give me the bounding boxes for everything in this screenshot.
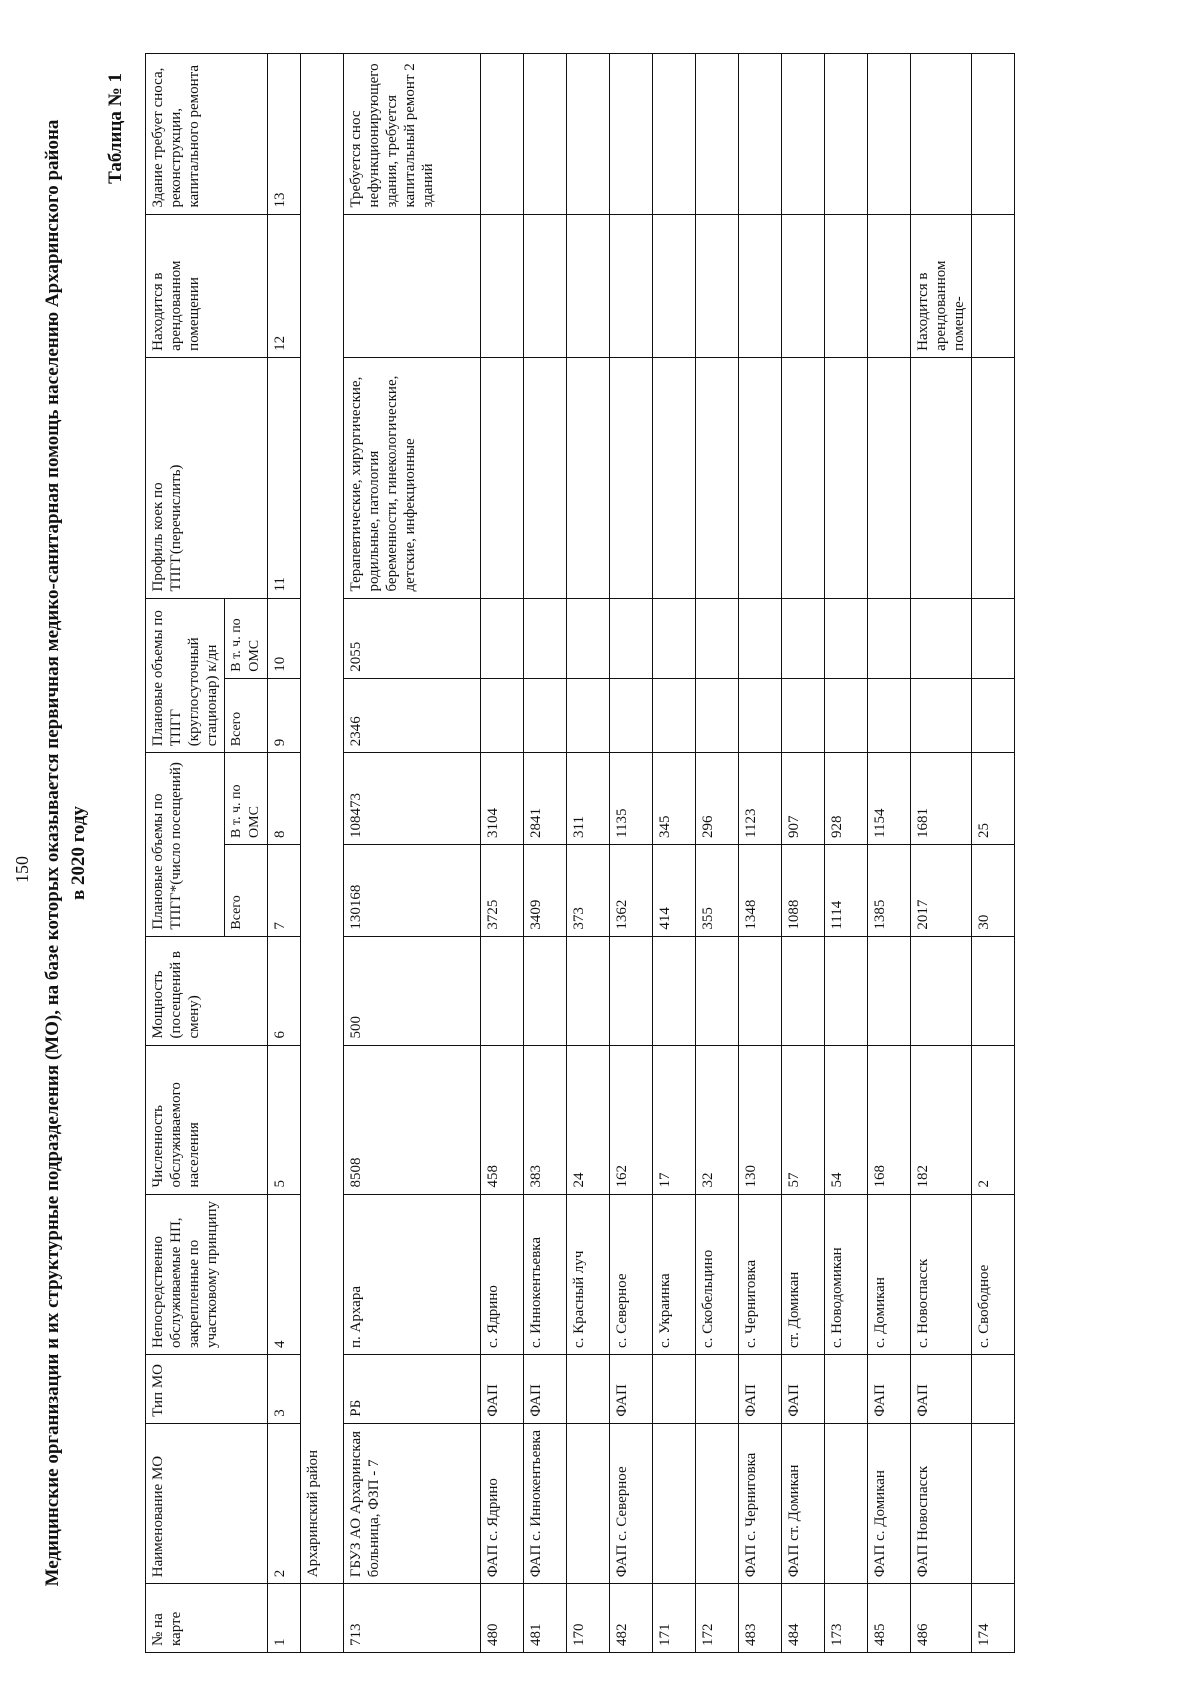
table-body <box>268 54 1015 1653</box>
table-cell-c12 <box>696 214 739 357</box>
header-days-oms: В т. ч. по ОМС <box>225 598 268 678</box>
column-number: 7 <box>268 844 301 936</box>
table-cell-c13: Требуется снос нефункционирующего здания, требуется капитальный ремонт 2 зданий <box>344 54 481 215</box>
table-cell-c4: с. Северное <box>610 1194 653 1354</box>
table-cell-c7: 1385 <box>868 844 911 936</box>
header-repair: Здание требует сноса, реконструкции, капитального ремонта <box>146 54 268 215</box>
table-cell-c5: 383 <box>524 1045 567 1194</box>
table-cell-c12 <box>524 214 567 357</box>
table-cell-c11 <box>696 357 739 598</box>
table-cell-c1: 483 <box>739 1584 782 1653</box>
header-visits-oms: В т. ч. по ОМС <box>225 753 268 845</box>
table-cell-c10 <box>481 598 524 678</box>
header-rented: Находится в арендованном помещении <box>146 214 268 357</box>
header-population: Численность обслуживаемого населения <box>146 1045 268 1194</box>
table-container <box>145 53 1015 1653</box>
table-cell-c3 <box>696 1355 739 1424</box>
table-cell-c4: с. Украинка <box>653 1194 696 1354</box>
table-row <box>972 54 1015 1653</box>
table-cell-c12 <box>610 214 653 357</box>
table-cell-c11 <box>481 357 524 598</box>
table-cell-c10 <box>696 598 739 678</box>
table-cell-c10 <box>739 598 782 678</box>
table-cell-c13 <box>696 54 739 215</box>
table-cell-c2: ФАП с. Иннокентьевка <box>524 1423 567 1583</box>
column-number-row <box>268 54 301 1653</box>
table-cell-c6 <box>567 936 610 1045</box>
table-cell-c2 <box>696 1423 739 1583</box>
table-cell-c8: 108473 <box>344 753 481 845</box>
table-cell-c6 <box>610 936 653 1045</box>
table-cell-c5: 17 <box>653 1045 696 1194</box>
table-cell-c13 <box>911 54 972 215</box>
table-cell-c11 <box>739 357 782 598</box>
table-cell-c10 <box>911 598 972 678</box>
column-number: 3 <box>268 1355 301 1424</box>
table-cell-c7: 3725 <box>481 844 524 936</box>
table-cell-c4: с. Красный луч <box>567 1194 610 1354</box>
table-cell-c9 <box>610 678 653 753</box>
table-cell-c13 <box>782 54 825 215</box>
table-cell-c5: 130 <box>739 1045 782 1194</box>
table-cell-c10 <box>567 598 610 678</box>
column-number: 12 <box>268 214 301 357</box>
table-cell-c8: 2841 <box>524 753 567 845</box>
table-cell-c9 <box>825 678 868 753</box>
table-cell-c9 <box>911 678 972 753</box>
table-cell-c10 <box>524 598 567 678</box>
table-cell-c9 <box>739 678 782 753</box>
table-row <box>782 54 825 1653</box>
table-cell-c7: 130168 <box>344 844 481 936</box>
table-cell-c7: 1348 <box>739 844 782 936</box>
table-cell-c9 <box>972 678 1015 753</box>
table-cell-c3: ФАП <box>610 1355 653 1424</box>
table-cell-c11 <box>868 357 911 598</box>
table-cell-c8: 928 <box>825 753 868 845</box>
table-cell-c1: 484 <box>782 1584 825 1653</box>
table-cell-c8: 1154 <box>868 753 911 845</box>
table-cell-c5: 168 <box>868 1045 911 1194</box>
table-cell-c3 <box>567 1355 610 1424</box>
table-cell-c1: 713 <box>344 1584 481 1653</box>
table-cell-c1: 173 <box>825 1584 868 1653</box>
header-visits-group: Плановые объемы по ТПГГ*(число посещений) <box>146 753 225 936</box>
table-cell-c7: 373 <box>567 844 610 936</box>
table-cell-c13 <box>524 54 567 215</box>
table-cell-c5: 182 <box>911 1045 972 1194</box>
table-cell-c8: 907 <box>782 753 825 845</box>
table-row <box>868 54 911 1653</box>
table-cell-c11 <box>653 357 696 598</box>
header-mo-name: Наименование МО <box>146 1423 268 1583</box>
table-cell-c9 <box>653 678 696 753</box>
column-number: 6 <box>268 936 301 1045</box>
table-cell-c2 <box>567 1423 610 1583</box>
table-cell-c6 <box>653 936 696 1045</box>
table-cell-c8: 296 <box>696 753 739 845</box>
table-cell-c8: 1681 <box>911 753 972 845</box>
table-cell-c6 <box>524 936 567 1045</box>
table-cell-c10: 2055 <box>344 598 481 678</box>
table-cell-c9 <box>524 678 567 753</box>
table-cell-c4: с. Домикан <box>868 1194 911 1354</box>
table-cell-c10 <box>653 598 696 678</box>
table-cell-c5: 54 <box>825 1045 868 1194</box>
header-hospital-group: Плановые объемы по ТПГГ (круглосуточный стационар) к/дн <box>146 598 225 753</box>
table-cell-c9 <box>481 678 524 753</box>
table-cell-c6 <box>825 936 868 1045</box>
table-cell-c2: ГБУЗ АО Архаринская больница, ФЗП - 7 <box>344 1423 481 1583</box>
table-cell-c1: 482 <box>610 1584 653 1653</box>
table-cell-c2: ФАП с. Домикан <box>868 1423 911 1583</box>
page-title: Медицинские организации и их структурные подразделения (МО), на базе которых оказывается первичная медико-санитарная помощь населению Архаринского района в 2020 году <box>42 119 89 1587</box>
table-cell-c10 <box>610 598 653 678</box>
table-cell-c1: 486 <box>911 1584 972 1653</box>
table-cell-c13 <box>868 54 911 215</box>
table-cell-c8: 3104 <box>481 753 524 845</box>
table-cell-c9 <box>868 678 911 753</box>
region-name: Архаринский район <box>301 54 344 1584</box>
table-cell-c13 <box>972 54 1015 215</box>
table-cell-c7: 1088 <box>782 844 825 936</box>
table-cell-c2: ФАП с. Ядрино <box>481 1423 524 1583</box>
table-cell-c12 <box>567 214 610 357</box>
table-cell-c11 <box>911 357 972 598</box>
table-cell-c7: 3409 <box>524 844 567 936</box>
table-cell-c13 <box>610 54 653 215</box>
table-cell-c2 <box>653 1423 696 1583</box>
table-cell-c11 <box>972 357 1015 598</box>
region-row <box>301 54 344 1653</box>
table-cell-c6: 500 <box>344 936 481 1045</box>
table-cell-c5: 458 <box>481 1045 524 1194</box>
table-cell-c3: ФАП <box>739 1355 782 1424</box>
table-cell-c2 <box>825 1423 868 1583</box>
column-number: 4 <box>268 1194 301 1354</box>
table-cell-c4: с. Ядрино <box>481 1194 524 1354</box>
table-cell-c4: с. Скобельцино <box>696 1194 739 1354</box>
table-cell-c12: Находится в арендованном помеще- <box>911 214 972 357</box>
table-cell-c12 <box>481 214 524 357</box>
table-row <box>481 54 524 1653</box>
table-cell-c3: ФАП <box>868 1355 911 1424</box>
table-cell-c3: ФАП <box>911 1355 972 1424</box>
table-cell-c12 <box>972 214 1015 357</box>
table-cell-c6 <box>972 936 1015 1045</box>
table-row <box>567 54 610 1653</box>
table-cell-c5: 2 <box>972 1045 1015 1194</box>
table-cell-c5: 8508 <box>344 1045 481 1194</box>
table-cell-c3: ФАП <box>481 1355 524 1424</box>
table-cell-c3: ФАП <box>782 1355 825 1424</box>
header-visits-total: Всего <box>225 844 268 936</box>
table-cell-c12 <box>739 214 782 357</box>
table-row <box>696 54 739 1653</box>
header-bed-profile: Профиль коек по ТПГГ(перечислить) <box>146 357 268 598</box>
column-number: 2 <box>268 1423 301 1583</box>
table-cell-c6 <box>911 936 972 1045</box>
table-cell-c5: 162 <box>610 1045 653 1194</box>
table-cell-c10 <box>972 598 1015 678</box>
table-cell-c9 <box>567 678 610 753</box>
table-cell-c13 <box>481 54 524 215</box>
column-number: 9 <box>268 678 301 753</box>
table-cell-c1: 174 <box>972 1584 1015 1653</box>
table-cell-c7: 30 <box>972 844 1015 936</box>
column-number: 10 <box>268 598 301 678</box>
column-number: 13 <box>268 54 301 215</box>
table-caption: Таблица № 1 <box>105 73 126 184</box>
header-days-total: Всего <box>225 678 268 753</box>
table-cell-c3 <box>825 1355 868 1424</box>
table-cell-c6 <box>481 936 524 1045</box>
table-cell-c4: с. Новодомикан <box>825 1194 868 1354</box>
table-cell-c2: ФАП Новоспасск <box>911 1423 972 1583</box>
table-cell-c2: ФАП с. Черниговка <box>739 1423 782 1583</box>
table-cell-c11 <box>610 357 653 598</box>
column-number: 11 <box>268 357 301 598</box>
table-cell-c10 <box>782 598 825 678</box>
table-cell-c12 <box>344 214 481 357</box>
table-cell-c12 <box>825 214 868 357</box>
table-cell-c7: 1362 <box>610 844 653 936</box>
table-cell-c8: 25 <box>972 753 1015 845</box>
table-cell-c13 <box>567 54 610 215</box>
table-cell-c8: 311 <box>567 753 610 845</box>
header-mo-type: Тип МО <box>146 1355 268 1424</box>
header-settlements: Непосредственно обслуживаемые НП, закрепленные по участковому принципу <box>146 1194 268 1354</box>
table-cell-c6 <box>782 936 825 1045</box>
table-cell-c11 <box>782 357 825 598</box>
table-cell-c11 <box>825 357 868 598</box>
table-cell-c7: 355 <box>696 844 739 936</box>
table-row <box>739 54 782 1653</box>
table-row <box>524 54 567 1653</box>
table-cell-c1: 170 <box>567 1584 610 1653</box>
table-cell-c1: 172 <box>696 1584 739 1653</box>
table-row <box>825 54 868 1653</box>
column-number: 8 <box>268 753 301 845</box>
table-cell-c4: ст. Домикан <box>782 1194 825 1354</box>
table-cell-c4: с. Черниговка <box>739 1194 782 1354</box>
table-cell-c7: 414 <box>653 844 696 936</box>
column-number: 1 <box>268 1584 301 1653</box>
table-cell-c13 <box>739 54 782 215</box>
table-cell-c4: с. Свободное <box>972 1194 1015 1354</box>
table-row <box>911 54 972 1653</box>
table-cell-c4: с. Новоспасск <box>911 1194 972 1354</box>
header-map-number: № на карте <box>146 1584 268 1653</box>
table-cell-c4: с. Иннокентьевка <box>524 1194 567 1354</box>
table-cell-c8: 1123 <box>739 753 782 845</box>
table-cell-c11 <box>524 357 567 598</box>
table-cell-c2 <box>972 1423 1015 1583</box>
table-row <box>610 54 653 1653</box>
column-number: 5 <box>268 1045 301 1194</box>
table-cell-c12 <box>868 214 911 357</box>
table-cell-c11 <box>567 357 610 598</box>
table-cell-c9 <box>782 678 825 753</box>
table-cell-c3 <box>653 1355 696 1424</box>
table-cell-c8: 345 <box>653 753 696 845</box>
table-cell-c13 <box>825 54 868 215</box>
rotated-sheet <box>0 33 1200 1673</box>
data-table <box>145 53 1015 1653</box>
table-cell-c4: п. Архара <box>344 1194 481 1354</box>
table-cell-c11: Терапевтические, хирургические, родильные, патология беременности, гинекологические, детские, инфекционные <box>344 357 481 598</box>
table-cell-c8: 1135 <box>610 753 653 845</box>
table-cell-c5: 57 <box>782 1045 825 1194</box>
table-cell-c6 <box>739 936 782 1045</box>
table-cell-c7: 2017 <box>911 844 972 936</box>
table-cell-c7: 1114 <box>825 844 868 936</box>
table-row <box>344 54 481 1653</box>
table-cell-c9: 2346 <box>344 678 481 753</box>
table-cell-c3 <box>972 1355 1015 1424</box>
table-cell-c12 <box>653 214 696 357</box>
table-cell-c6 <box>868 936 911 1045</box>
table-cell-c10 <box>825 598 868 678</box>
table-cell-c1: 480 <box>481 1584 524 1653</box>
table-cell-c2: ФАП ст. Домикан <box>782 1423 825 1583</box>
table-cell-c10 <box>868 598 911 678</box>
table-cell-c3: ФАП <box>524 1355 567 1424</box>
table-cell-c13 <box>653 54 696 215</box>
table-cell-c1: 171 <box>653 1584 696 1653</box>
table-cell-c5: 24 <box>567 1045 610 1194</box>
table-cell-c9 <box>696 678 739 753</box>
table-cell-c1: 485 <box>868 1584 911 1653</box>
table-cell-c6 <box>696 936 739 1045</box>
table-cell-c5: 32 <box>696 1045 739 1194</box>
table-cell-c2: ФАП с. Северное <box>610 1423 653 1583</box>
table-cell-c3: РБ <box>344 1355 481 1424</box>
header-capacity: Мощность (посещений в смену) <box>146 936 268 1045</box>
page-number: 150 <box>12 856 32 883</box>
table-cell-c12 <box>782 214 825 357</box>
table-row <box>653 54 696 1653</box>
table-cell-c1: 481 <box>524 1584 567 1653</box>
